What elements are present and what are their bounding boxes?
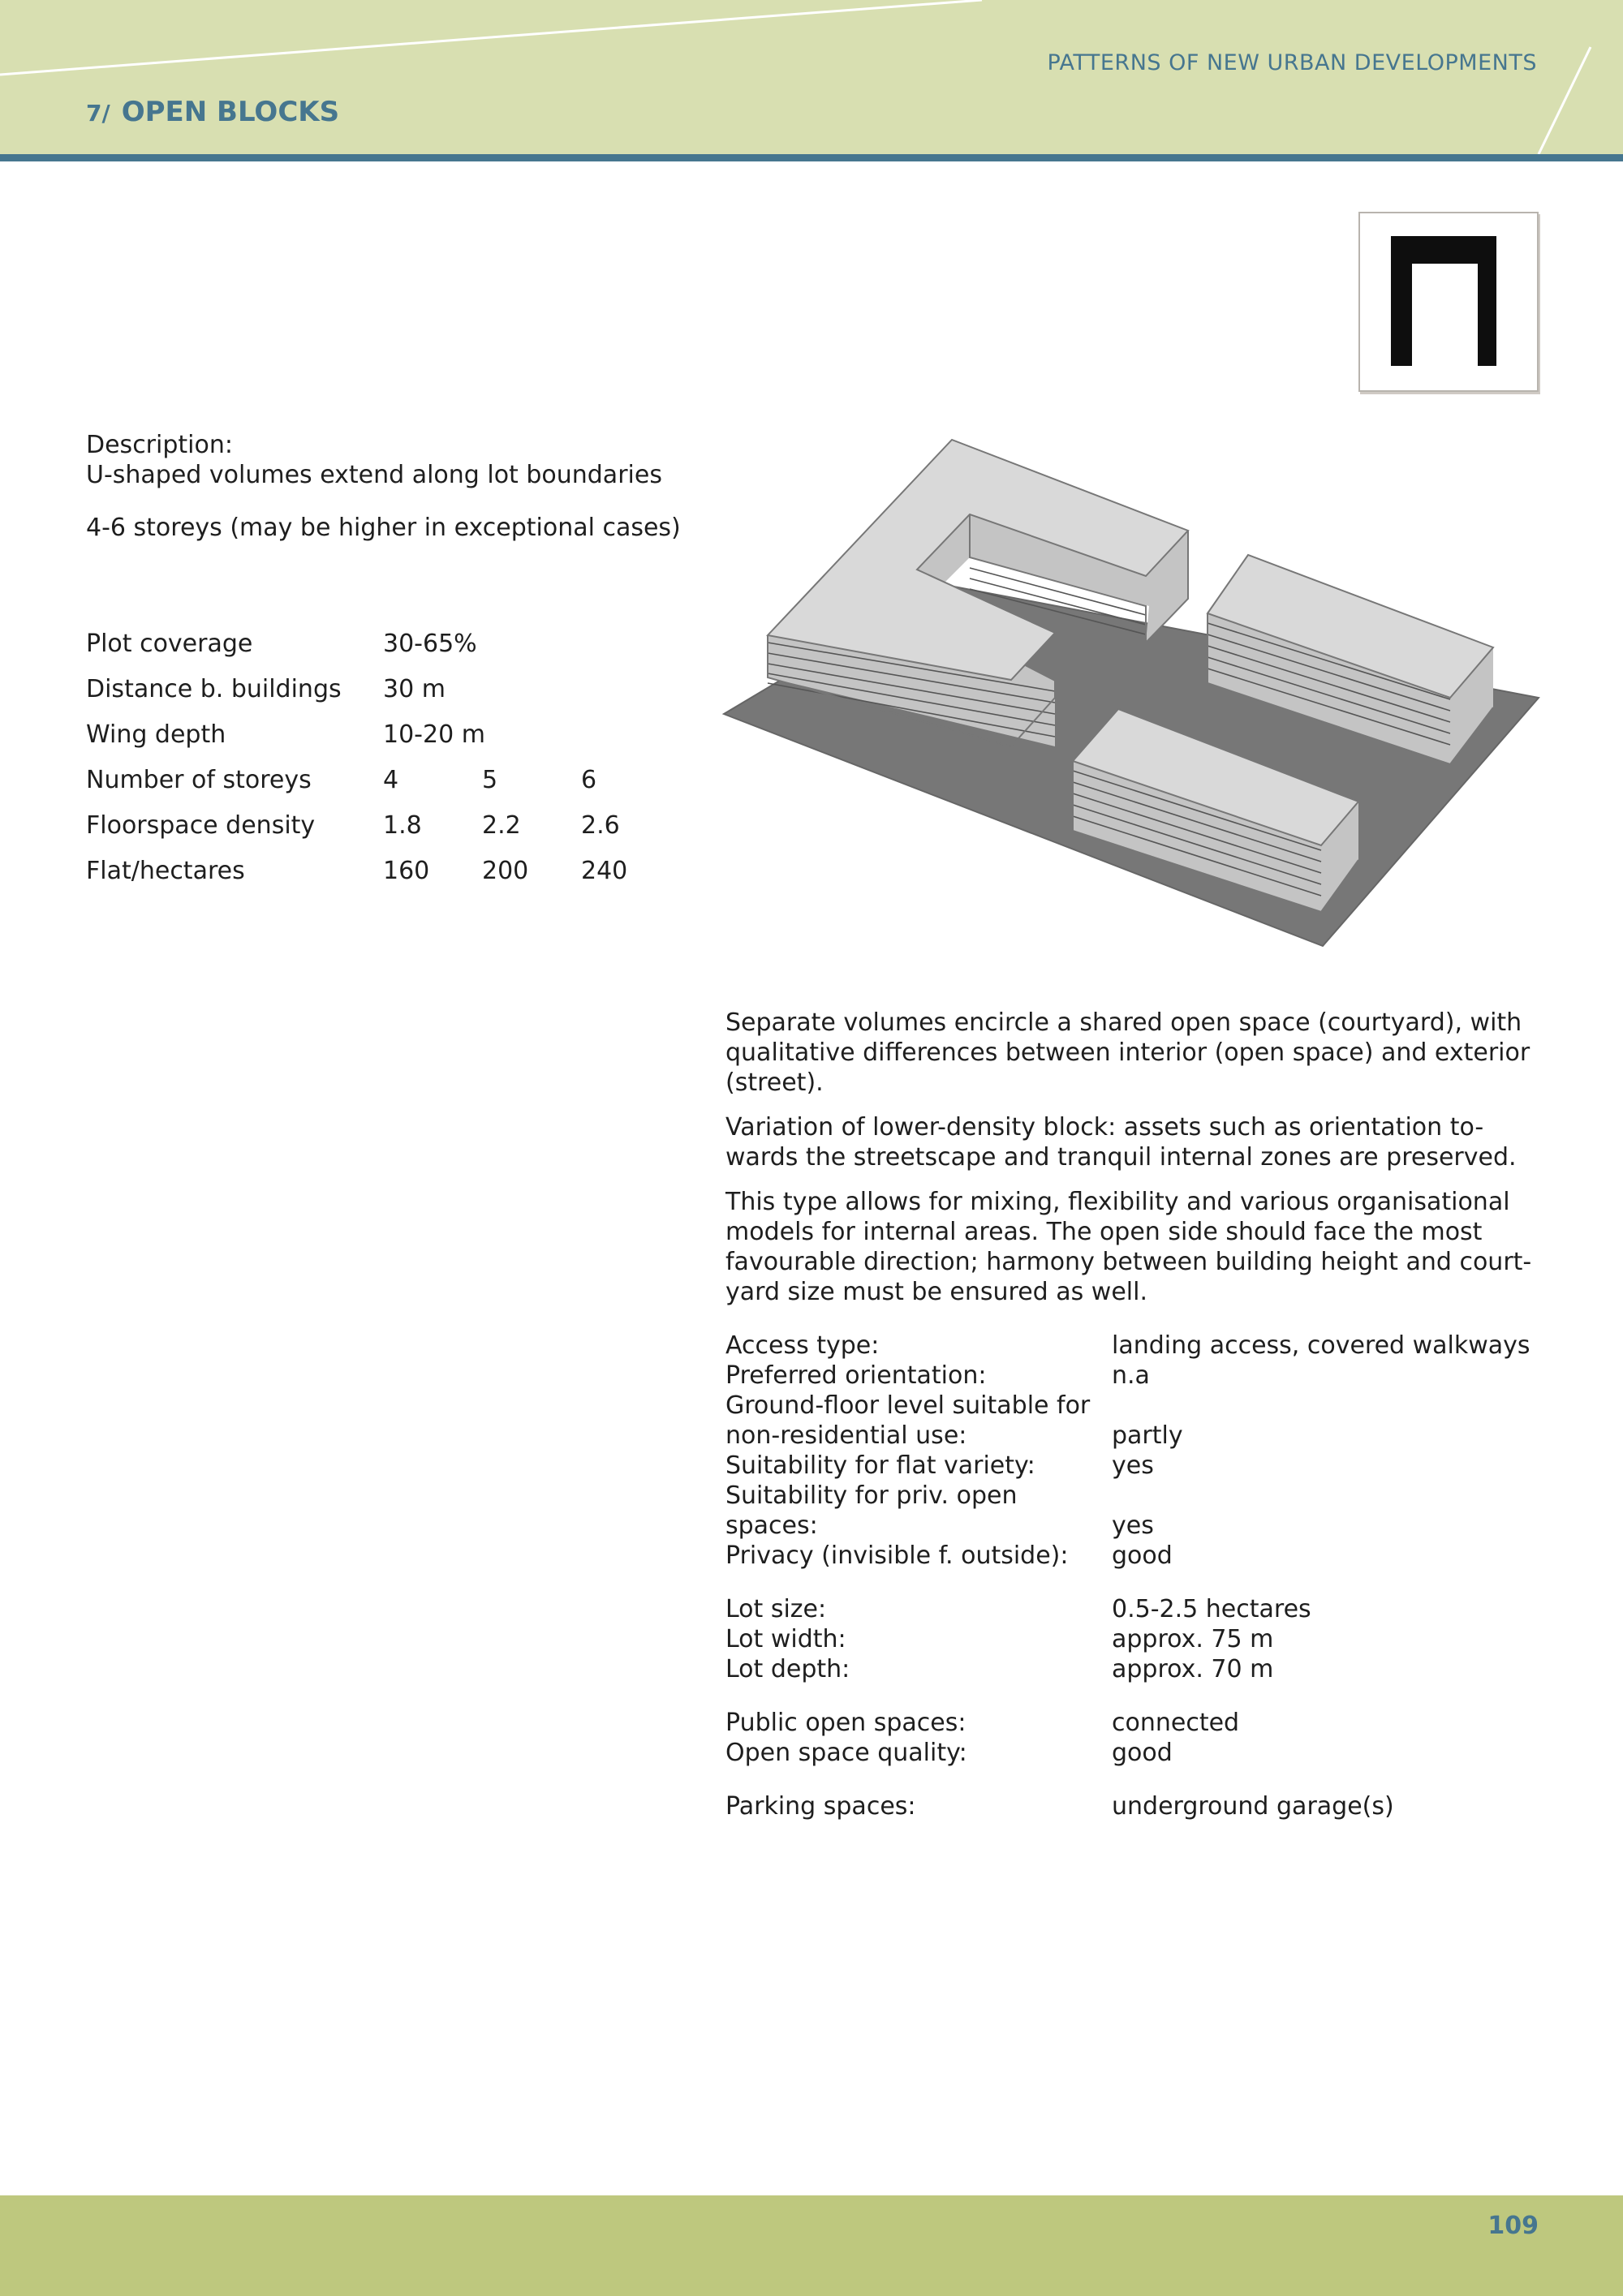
attribute-group-open-space bbox=[725, 1708, 1553, 1768]
header-band bbox=[0, 0, 1623, 154]
attribute-value: yes bbox=[1112, 1511, 1154, 1540]
attribute-value: 0.5-2.5 hectares bbox=[1112, 1595, 1311, 1623]
attribute-row bbox=[725, 1541, 1553, 1571]
chapter-heading bbox=[86, 96, 339, 128]
attribute-row bbox=[725, 1791, 1553, 1821]
metric-value: 30-65% bbox=[383, 630, 477, 658]
metric-label: Wing depth bbox=[86, 720, 226, 749]
attribute-value: connected bbox=[1112, 1709, 1240, 1737]
metric-label: Floorspace density bbox=[86, 811, 316, 840]
description-label: Description: bbox=[86, 431, 233, 459]
attribute-value: landing access, covered walkways bbox=[1112, 1331, 1530, 1360]
attribute-group-building bbox=[725, 1331, 1553, 1571]
attribute-row bbox=[725, 1624, 1553, 1654]
attribute-key: Ground-floor level suitable for non-residential use: bbox=[725, 1391, 1091, 1450]
attribute-list bbox=[725, 1331, 1553, 1821]
metric-value: 2.6 bbox=[581, 811, 620, 840]
u-block-pictogram-icon bbox=[1358, 212, 1539, 392]
description-block bbox=[86, 430, 681, 543]
right-text-column bbox=[725, 1008, 1553, 1845]
metric-value: 10-20 m bbox=[383, 720, 485, 749]
metric-value: 30 m bbox=[383, 675, 446, 703]
metric-value: 240 bbox=[581, 857, 628, 885]
attribute-row bbox=[725, 1361, 1553, 1391]
metric-label: Flat/hectares bbox=[86, 857, 245, 885]
metric-value: 6 bbox=[581, 766, 597, 794]
attribute-row bbox=[725, 1451, 1553, 1481]
footer-band bbox=[0, 2195, 1623, 2296]
attribute-value: approx. 70 m bbox=[1112, 1655, 1274, 1683]
attribute-key: Public open spaces: bbox=[725, 1709, 966, 1737]
chapter-title: OPEN BLOCKS bbox=[121, 96, 340, 128]
attribute-row bbox=[725, 1481, 1553, 1541]
attribute-row bbox=[725, 1738, 1553, 1768]
storeys-text: 4-6 storeys (may be higher in exceptional cases) bbox=[86, 514, 681, 542]
metric-label: Distance b. buildings bbox=[86, 675, 342, 703]
attribute-key: Lot size: bbox=[725, 1595, 827, 1623]
metric-value: 2.2 bbox=[482, 811, 521, 840]
metric-value: 5 bbox=[482, 766, 498, 794]
running-title: PATTERNS OF NEW URBAN DEVELOPMENTS bbox=[1047, 50, 1537, 75]
attribute-key: Access type: bbox=[725, 1331, 880, 1360]
chapter-number: 7/ bbox=[86, 100, 110, 127]
metric-value: 4 bbox=[383, 766, 399, 794]
attribute-key: Lot depth: bbox=[725, 1655, 850, 1683]
attribute-key: Privacy (invisible f. outside): bbox=[725, 1541, 1069, 1570]
attribute-key: Preferred orientation: bbox=[725, 1361, 987, 1390]
metric-value: 200 bbox=[482, 857, 529, 885]
attribute-key: Suitability for flat variety: bbox=[725, 1451, 1035, 1480]
metric-value: 160 bbox=[383, 857, 430, 885]
paragraph: Variation of lower-density block: assets such as orientation to-wards the streetscape and tranquil internal zones are preserved. bbox=[725, 1113, 1517, 1172]
attribute-key: Suitability for priv. open spaces: bbox=[725, 1481, 1018, 1540]
attribute-value: partly bbox=[1112, 1421, 1183, 1450]
paragraph: This type allows for mixing, flexibility and various organisational models for internal areas. The open side should face the most favourable direction; harmony between building height and court-yard size must be ensured as well. bbox=[725, 1188, 1532, 1306]
attribute-value: good bbox=[1112, 1541, 1173, 1570]
attribute-value: yes bbox=[1112, 1451, 1154, 1480]
attribute-row bbox=[725, 1594, 1553, 1624]
attribute-row bbox=[725, 1708, 1553, 1738]
attribute-value: approx. 75 m bbox=[1112, 1625, 1274, 1653]
attribute-group-lot bbox=[725, 1594, 1553, 1684]
attribute-row bbox=[725, 1391, 1553, 1451]
attribute-row bbox=[725, 1654, 1553, 1684]
attribute-value: good bbox=[1112, 1739, 1173, 1767]
header-decorative-lines bbox=[0, 0, 1623, 154]
metric-label: Number of storeys bbox=[86, 766, 312, 794]
attribute-key: Lot width: bbox=[725, 1625, 846, 1653]
isometric-block-illustration bbox=[722, 430, 1542, 949]
paragraph: Separate volumes encircle a shared open space (courtyard), with qualitative differences between interior (open space) and exterior (street). bbox=[725, 1008, 1530, 1097]
attribute-row bbox=[725, 1331, 1553, 1361]
description-text: U-shaped volumes extend along lot boundaries bbox=[86, 461, 662, 489]
metric-label: Plot coverage bbox=[86, 630, 253, 658]
header-rule bbox=[0, 154, 1623, 161]
attribute-key: Open space quality: bbox=[725, 1739, 967, 1767]
metric-value: 1.8 bbox=[383, 811, 422, 840]
attribute-key: Parking spaces: bbox=[725, 1792, 916, 1821]
attribute-value: underground garage(s) bbox=[1112, 1792, 1394, 1821]
attribute-group-parking bbox=[725, 1791, 1553, 1821]
page-number: 109 bbox=[1487, 2212, 1539, 2240]
attribute-value: n.a bbox=[1112, 1361, 1150, 1390]
